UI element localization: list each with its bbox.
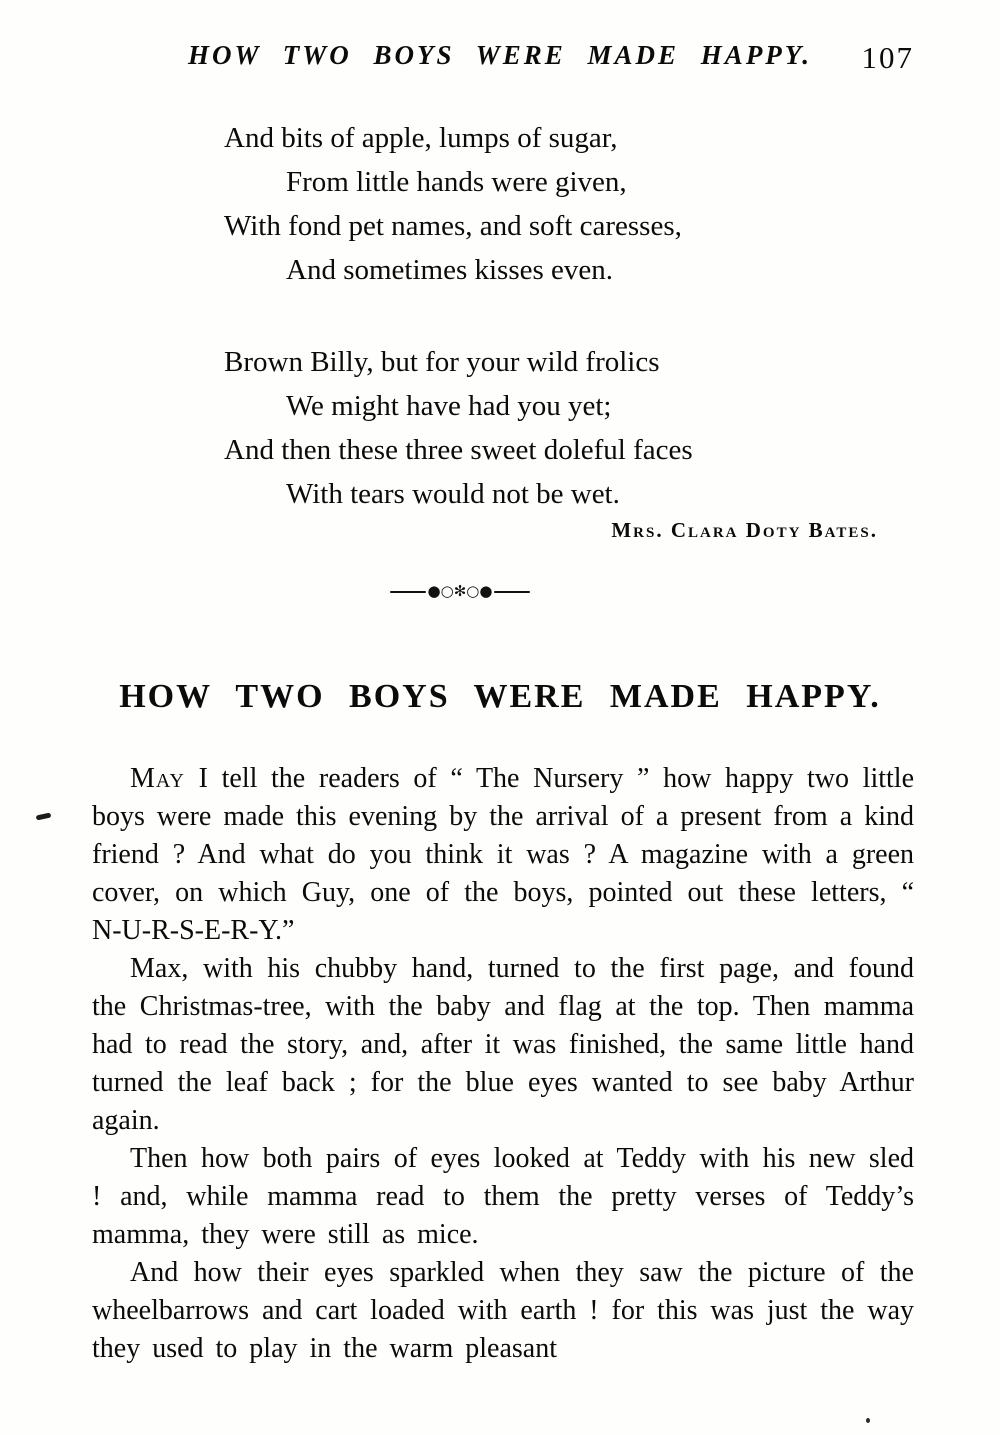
divider-rule-right <box>494 591 530 593</box>
poem-stanza-2 <box>224 340 693 516</box>
poem-excerpt <box>224 116 693 516</box>
paragraph-1-text: I tell the readers of “ The Nursery ” how happy two little boys were made this evening by the arrival of a present from a kind friend ? And what do you think it was ? A magazine with a green cover, on which Guy, one of the boys, pointed out these letters, “ N-U-R-S-E-R-Y.” <box>92 763 915 946</box>
poem-line: With fond pet names, and soft caresses, <box>224 210 682 242</box>
divider-rule-left <box>390 591 426 593</box>
poem-line: With tears would not be wet. <box>286 478 620 510</box>
paragraph-1 <box>92 760 914 950</box>
section-divider <box>0 584 920 599</box>
scan-margin-mark <box>36 812 52 820</box>
paragraph-4: And how their eyes sparkled when they saw the picture of the wheelbarrows and cart loaded with earth ! for this was just the way they used to play in the warm pleasant <box>92 1257 914 1364</box>
poem-line: And bits of apple, lumps of sugar, <box>224 122 618 154</box>
lead-word: May <box>130 763 185 794</box>
chapter-title: HOW TWO BOYS WERE MADE HAPPY. <box>119 678 881 715</box>
running-title: HOW TWO BOYS WERE MADE HAPPY. <box>187 40 813 70</box>
story-text <box>92 760 914 1368</box>
poem-line: From little hands were given, <box>286 166 627 198</box>
paragraph-3: Then how both pairs of eyes looked at Teddy with his new sled ! and, while mamma read to them the pretty verses of Teddy’s mamma, they were still as mice. <box>92 1143 914 1250</box>
poem-stanza-1 <box>224 116 693 292</box>
poem-attribution: Mrs. Clara Doty Bates. <box>611 518 878 542</box>
poem-line: We might have had you yet; <box>286 390 612 422</box>
scan-speck <box>866 1418 870 1423</box>
poem-line: And then these three sweet doleful faces <box>224 434 693 466</box>
poem-line: And sometimes kisses even. <box>286 254 614 286</box>
poem-line: Brown Billy, but for your wild frolics <box>224 346 660 378</box>
divider-ornament-icon: ●○✻○● <box>427 582 493 600</box>
page-number: 107 <box>861 40 914 75</box>
page-header <box>0 40 1000 75</box>
paragraph-2: Max, with his chubby hand, turned to the first page, and found the Christmas-tree, with the baby and flag at the top. Then mamma had to read the story, and, after it was finished, the same little hand turned the leaf back ; for the blue eyes wanted to see baby Arthur again. <box>92 953 914 1136</box>
